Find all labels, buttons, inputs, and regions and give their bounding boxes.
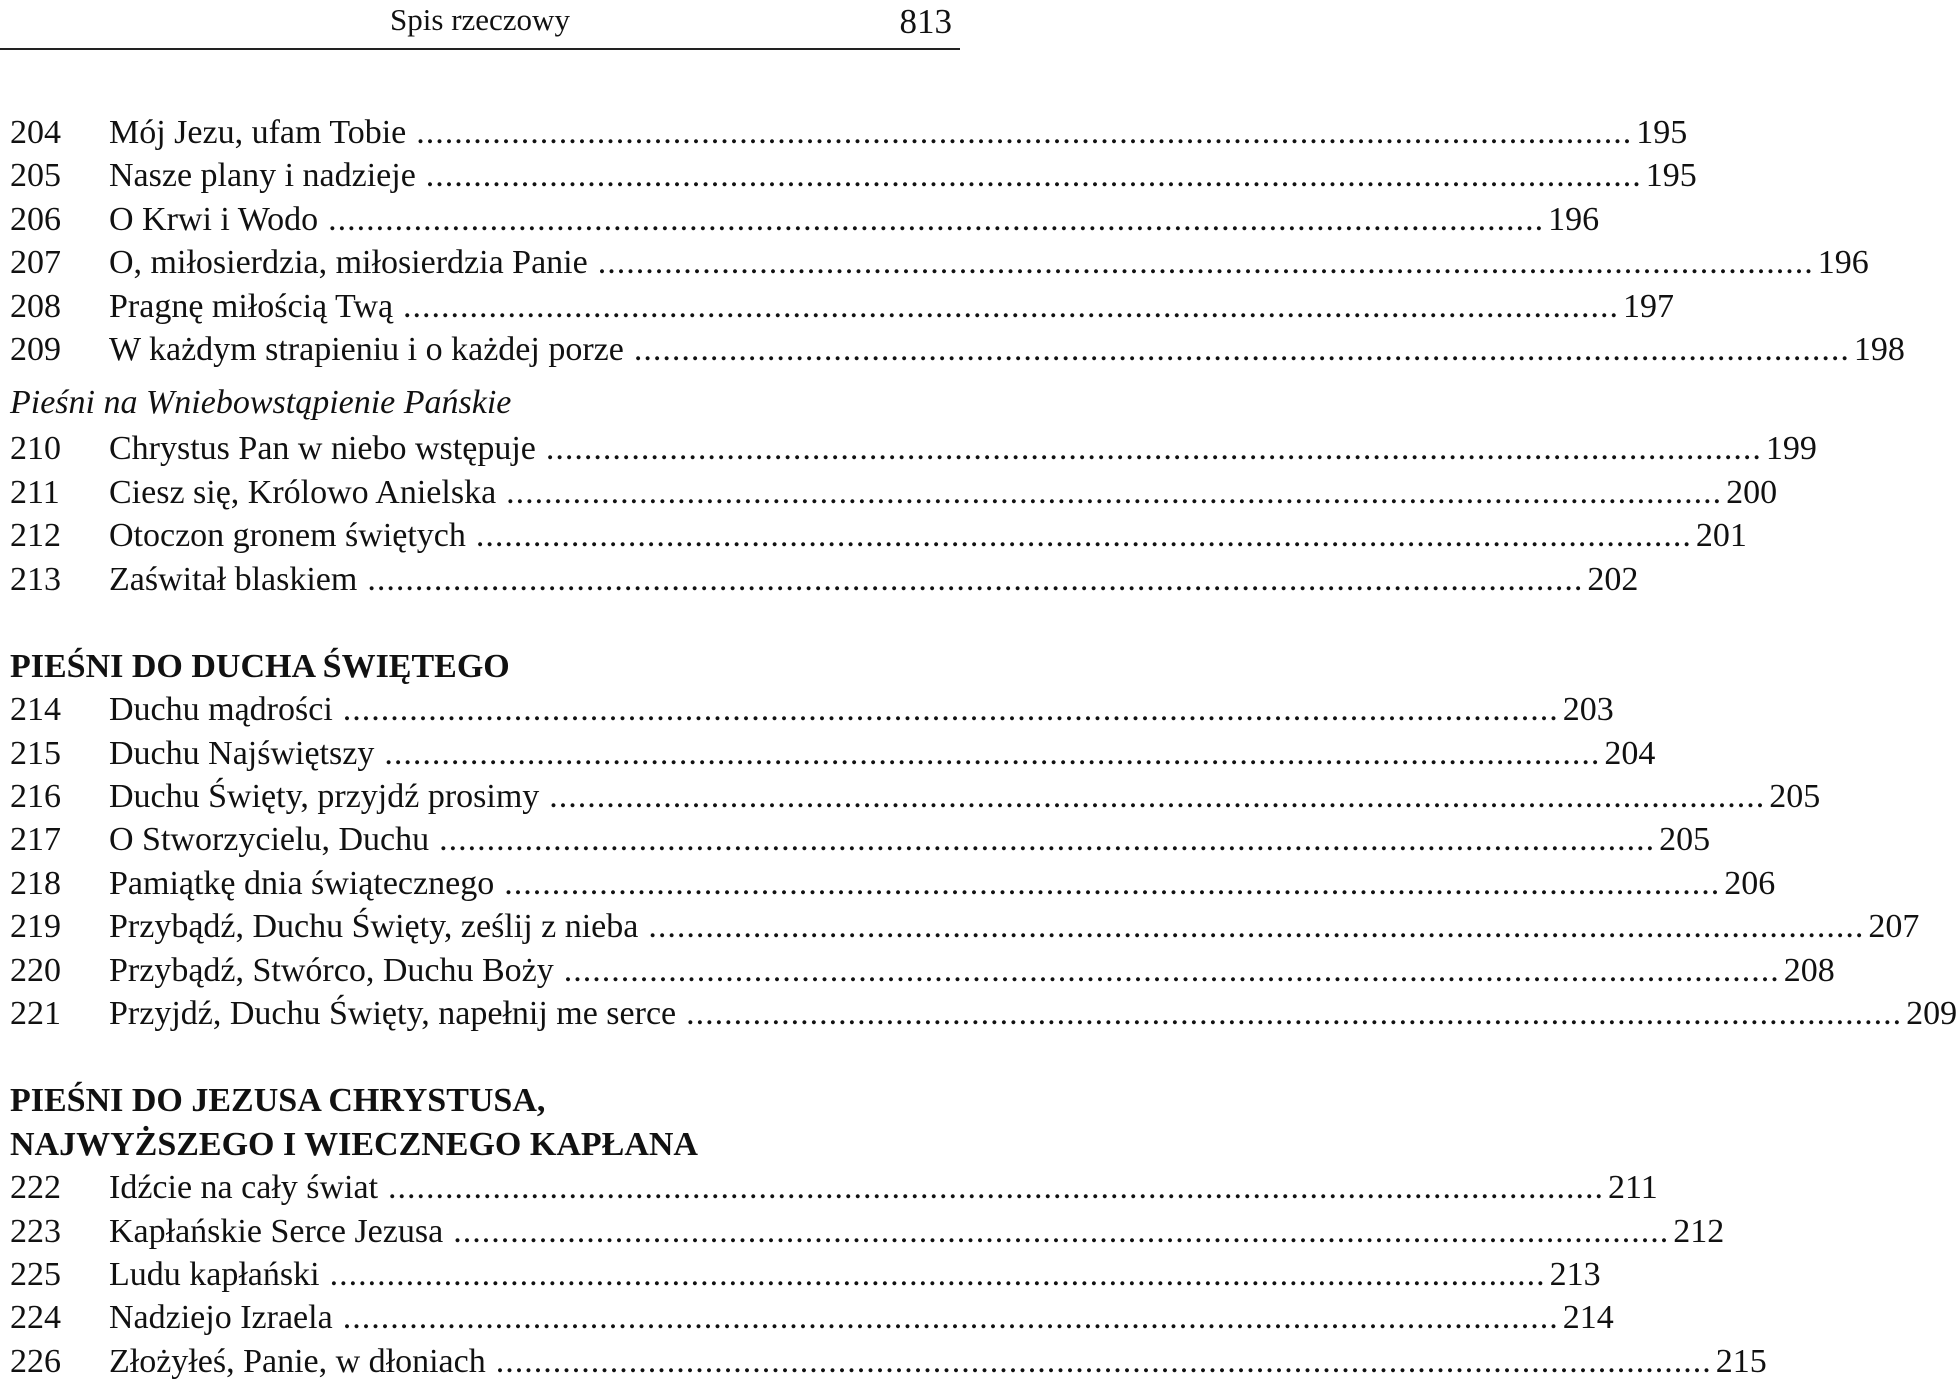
- entry-title: Chrystus Pan w niebo wstępuje: [109, 430, 536, 468]
- dot-leader: ................................................................................................................................: [384, 734, 1601, 772]
- toc-section: [10, 371, 1817, 601]
- entry-page: 208: [1783, 951, 1835, 989]
- entry-number: 205: [10, 157, 61, 195]
- entry-title: Przybądź, Stwórco, Duchu Boży: [109, 951, 554, 989]
- entry-page: 200: [1726, 473, 1778, 511]
- section-heading: PIEŚNI DO JEZUSA CHRYSTUSA,: [10, 1082, 546, 1120]
- dot-leader: ................................................................................................................................: [648, 908, 1865, 946]
- dot-leader: ................................................................................................................................: [425, 157, 1642, 195]
- entry-title: Złożyłeś, Panie, w dłoniach: [109, 1342, 486, 1380]
- entry-title: Pragnę miłością Twą: [109, 287, 394, 325]
- page-number: 813: [899, 2, 952, 41]
- entry-number: 211: [10, 473, 60, 511]
- entry-title: O Stworzycielu, Duchu: [109, 821, 430, 859]
- entry-page: 199: [1765, 430, 1817, 468]
- entry-page: 202: [1587, 560, 1639, 598]
- toc-entry: [10, 775, 1821, 818]
- dot-leader: ................................................................................................................................: [545, 430, 1762, 468]
- dot-leader: ................................................................................................................................: [633, 330, 1850, 368]
- entry-number: 216: [10, 778, 61, 816]
- entry-page: 203: [1562, 691, 1614, 729]
- entry-page: 196: [1817, 244, 1869, 282]
- entry-number: 209: [10, 330, 61, 368]
- table-of-contents: [10, 111, 1957, 1383]
- entry-page: 207: [1868, 908, 1920, 946]
- entry-title: Duchu mądrości: [109, 691, 333, 729]
- entry-number: 207: [10, 244, 61, 282]
- toc-entry: [10, 514, 1747, 557]
- entry-number: 215: [10, 734, 61, 772]
- toc-entry: [10, 241, 1869, 284]
- section-heading: PIEŚNI DO DUCHA ŚWIĘTEGO: [10, 647, 510, 685]
- entry-title: Kapłańskie Serce Jezusa: [109, 1212, 444, 1250]
- entry-number: 206: [10, 200, 61, 238]
- dot-leader: ................................................................................................................................: [563, 951, 1780, 989]
- dot-leader: ................................................................................................................................: [328, 200, 1545, 238]
- dot-leader: ................................................................................................................................: [475, 517, 1692, 555]
- page-running-title: Spis rzeczowy: [390, 2, 570, 37]
- entry-number: 224: [10, 1299, 61, 1337]
- toc-entry: [10, 905, 1920, 948]
- toc-entry: [10, 328, 1905, 371]
- entry-title: Ludu kapłański: [109, 1256, 320, 1294]
- toc-section: [10, 645, 1957, 1036]
- toc-section: [10, 1079, 1767, 1383]
- entry-page: 213: [1549, 1256, 1601, 1294]
- toc-entry: [10, 732, 1656, 775]
- toc-entry: [10, 154, 1697, 197]
- entry-title: Zaświtał blaskiem: [109, 560, 358, 598]
- toc-entry: [10, 1296, 1614, 1339]
- toc-entry: [10, 471, 1778, 514]
- entry-title: Duchu Najświętszy: [109, 734, 375, 772]
- entry-number: 226: [10, 1342, 61, 1380]
- entry-number: 225: [10, 1256, 61, 1294]
- dot-leader: ................................................................................................................................: [388, 1169, 1605, 1207]
- entry-number: 210: [10, 430, 61, 468]
- entry-number: 223: [10, 1212, 61, 1250]
- entry-number: 208: [10, 287, 61, 325]
- toc-entry: [10, 1166, 1658, 1209]
- dot-leader: ................................................................................................................................: [439, 821, 1656, 859]
- toc-entry: [10, 992, 1957, 1035]
- entry-number: 219: [10, 908, 61, 946]
- entry-title: Nasze plany i nadzieje: [109, 157, 416, 195]
- entry-title: Przybądź, Duchu Święty, ześlij z nieba: [109, 908, 639, 946]
- entry-number: 222: [10, 1169, 61, 1207]
- dot-leader: ................................................................................................................................: [342, 1299, 1559, 1337]
- toc-entry: [10, 427, 1817, 470]
- entry-title: Otoczon gronem świętych: [109, 517, 466, 555]
- toc-entry: [10, 1340, 1767, 1383]
- dot-leader: ................................................................................................................................: [342, 691, 1559, 729]
- entry-page: 195: [1636, 114, 1688, 151]
- toc-section: [10, 111, 1905, 371]
- entry-page: 196: [1548, 200, 1600, 238]
- entry-title: Mój Jezu, ufam Tobie: [109, 114, 407, 151]
- entry-page: 195: [1645, 157, 1697, 195]
- entry-page: 211: [1608, 1169, 1658, 1207]
- entry-title: Przyjdź, Duchu Święty, napełnij me serce: [109, 995, 677, 1033]
- toc-entry: [10, 111, 1688, 154]
- entry-number: 218: [10, 864, 61, 902]
- entry-title: Nadziejo Izraela: [109, 1299, 333, 1337]
- toc-entry: [10, 688, 1614, 731]
- dot-leader: ................................................................................................................................: [597, 244, 1814, 282]
- entry-number: 220: [10, 951, 61, 989]
- toc-entry: [10, 1253, 1601, 1296]
- entry-page: 206: [1724, 864, 1776, 902]
- dot-leader: ................................................................................................................................: [495, 1342, 1712, 1380]
- entry-title: Duchu Święty, przyjdź prosimy: [109, 778, 540, 816]
- dot-leader: ................................................................................................................................: [504, 864, 1721, 902]
- section-heading: NAJWYŻSZEGO I WIECZNEGO KAPŁANA: [10, 1125, 698, 1163]
- dot-leader: ................................................................................................................................: [403, 287, 1620, 325]
- entry-title: W każdym strapieniu i o każdej porze: [109, 330, 624, 368]
- page-header: [0, 0, 960, 50]
- entry-number: 217: [10, 821, 61, 859]
- dot-leader: ................................................................................................................................: [506, 473, 1723, 511]
- entry-page: 209: [1906, 995, 1957, 1033]
- entry-page: 205: [1769, 778, 1821, 816]
- entry-number: 221: [10, 995, 61, 1033]
- toc-entry: [10, 818, 1711, 861]
- toc-entry: [10, 558, 1639, 601]
- dot-leader: ................................................................................................................................: [686, 995, 1903, 1033]
- entry-number: 204: [10, 114, 61, 151]
- entry-title: O, miłosierdzia, miłosierdzia Panie: [109, 244, 588, 282]
- toc-entry: [10, 1210, 1725, 1253]
- entry-title: Pamiątkę dnia świątecznego: [109, 864, 495, 902]
- toc-entry: [10, 285, 1675, 328]
- entry-number: 212: [10, 517, 61, 555]
- toc-entry: [10, 198, 1600, 241]
- entry-number: 214: [10, 691, 61, 729]
- entry-number: 213: [10, 560, 61, 598]
- dot-leader: ................................................................................................................................: [549, 778, 1766, 816]
- entry-page: 204: [1604, 734, 1656, 772]
- entry-title: Idźcie na cały świat: [109, 1169, 379, 1207]
- dot-leader: ................................................................................................................................: [329, 1256, 1546, 1294]
- section-spacer: [10, 1035, 952, 1079]
- entry-title: Ciesz się, Królowo Anielska: [109, 473, 497, 511]
- entry-title: O Krwi i Wodo: [109, 200, 319, 238]
- entry-page: 214: [1562, 1299, 1614, 1337]
- entry-page: 197: [1623, 287, 1675, 325]
- section-spacer: [10, 601, 952, 645]
- dot-leader: ................................................................................................................................: [416, 114, 1633, 151]
- entry-page: 215: [1715, 1342, 1767, 1380]
- section-subheading: Pieśni na Wniebowstąpienie Pańskie: [10, 384, 512, 422]
- entry-page: 212: [1673, 1212, 1725, 1250]
- entry-page: 205: [1659, 821, 1711, 859]
- entry-page: 201: [1695, 517, 1747, 555]
- dot-leader: ................................................................................................................................: [367, 560, 1584, 598]
- entry-page: 198: [1853, 330, 1905, 368]
- dot-leader: ................................................................................................................................: [453, 1212, 1670, 1250]
- toc-entry: [10, 862, 1776, 905]
- toc-entry: [10, 949, 1835, 992]
